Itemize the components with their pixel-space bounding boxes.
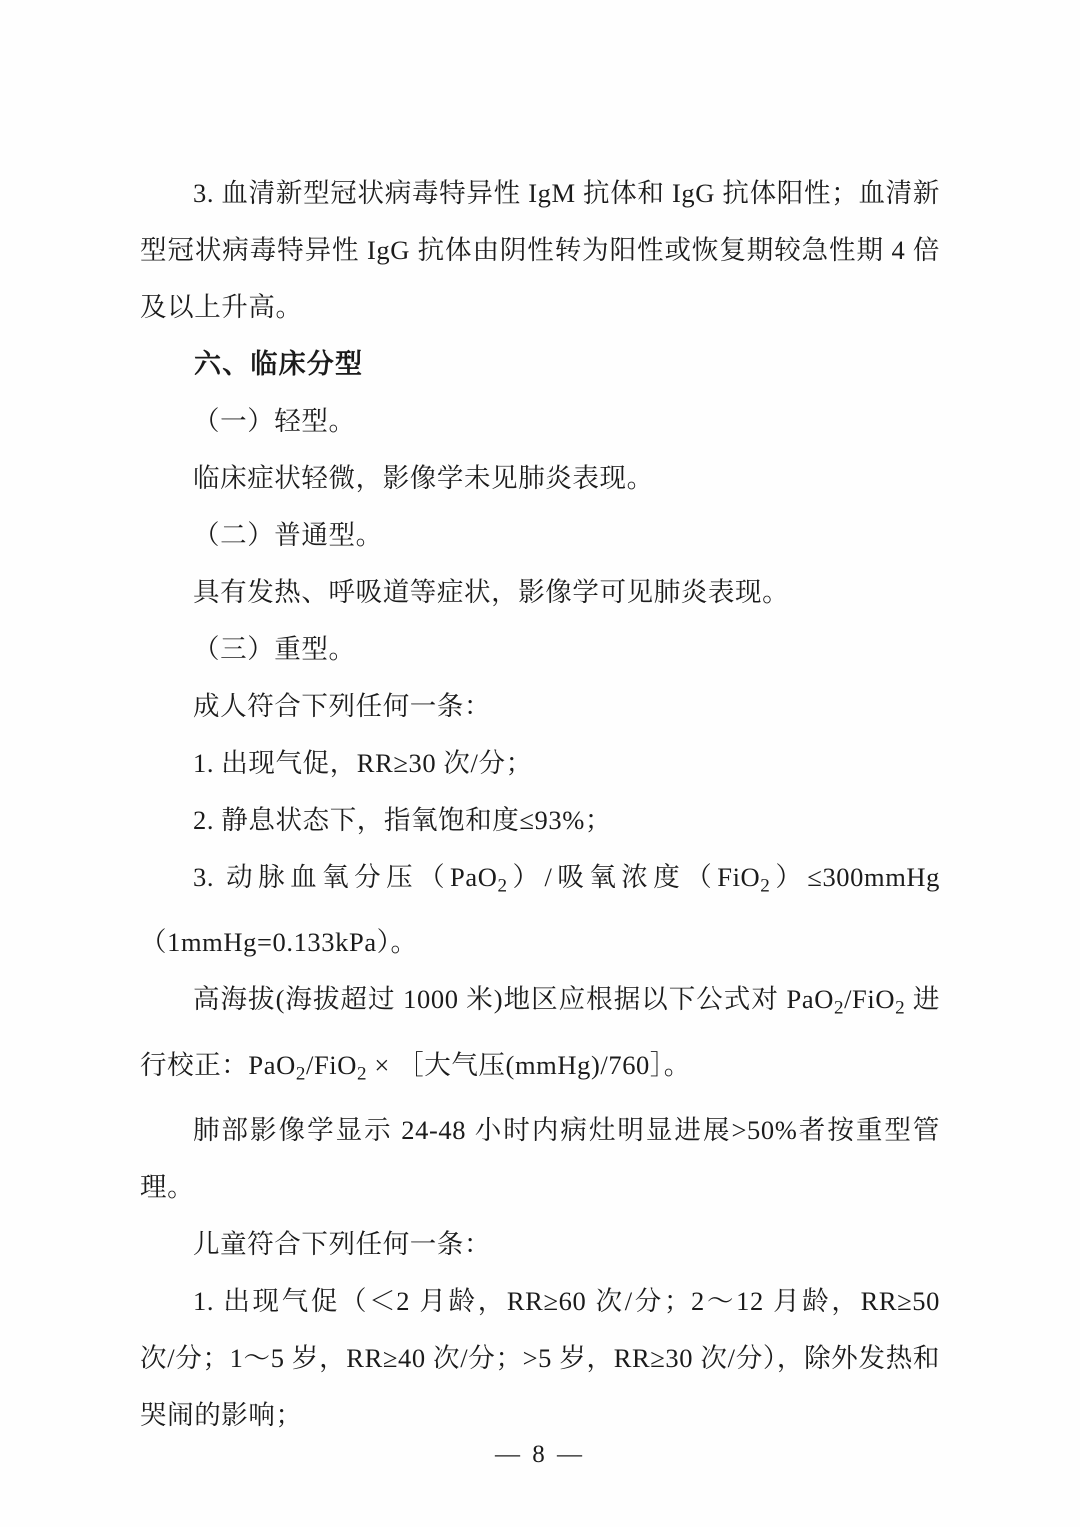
item3-serology: 3. 血清新型冠状病毒特异性 IgM 抗体和 IgG 抗体阳性；血清新型冠状病毒特异性 IgG 抗体由阴性转为阳性或恢复期较急性期 4 倍及以上升高。 bbox=[140, 178, 940, 322]
type-one-body: 临床症状轻微，影像学未见肺炎表现。 bbox=[193, 463, 654, 493]
adult-criteria-3: 3. 动脉血氧分压（PaO$_2$）/吸氧浓度（FiO$_2$）≤300mmHg（1mmHg=0.133kPa）。 bbox=[140, 862, 941, 958]
page-footer bbox=[0, 1441, 1080, 1469]
children-criteria-1: 1. 出现气促（＜2 月龄，RR≥60 次/分；2～12 月龄，RR≥50 次/分；1～5 岁，RR≥40 次/分；>5 岁，RR≥30 次/分），除外发热和哭闹的影响； bbox=[140, 1285, 940, 1430]
page-number: — 8 — bbox=[495, 1441, 585, 1468]
section-six-heading: 六、临床分型 bbox=[194, 349, 364, 379]
adult-criteria-1: 1. 出现气促，RR≥30 次/分； bbox=[193, 748, 533, 778]
document-body bbox=[140, 165, 940, 1444]
type-two-body: 具有发热、呼吸道等症状，影像学可见肺炎表现。 bbox=[193, 577, 790, 607]
type-one-title: （一）轻型。 bbox=[193, 406, 356, 436]
type-two-title: （二）普通型。 bbox=[193, 520, 383, 550]
adult-criteria-2: 2. 静息状态下，指氧饱和度≤93%； bbox=[193, 805, 613, 835]
imaging-progression: 肺部影像学显示 24-48 小时内病灶明显进展>50%者按重型管理。 bbox=[140, 1114, 940, 1202]
adult-criteria-lead: 成人符合下列任何一条： bbox=[193, 691, 492, 721]
type-three-title: （三）重型。 bbox=[193, 634, 356, 664]
altitude-correction: 高海拔(海拔超过 1000 米)地区应根据以下公式对 PaO$_2$/FiO$_2$ 进行校正：PaO$_2$/FiO$_2$ × ［大气压(mmHg)/760］。 bbox=[140, 984, 941, 1084]
children-criteria-lead: 儿童符合下列任何一条： bbox=[193, 1228, 492, 1259]
